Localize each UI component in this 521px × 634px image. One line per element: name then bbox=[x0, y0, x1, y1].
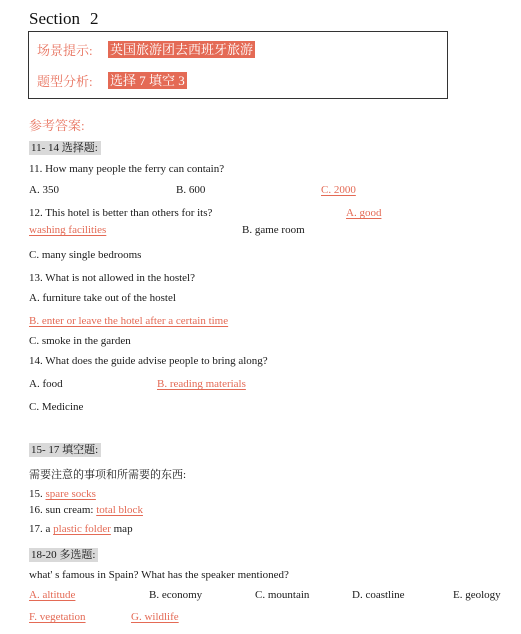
q16-prefix: 16. sun cream: bbox=[29, 504, 94, 516]
section-label: Section bbox=[29, 9, 80, 28]
q11-option-a: A. 350 bbox=[29, 184, 59, 196]
type-value-wrap bbox=[108, 70, 187, 89]
q11-question: 11. How many people the ferry can contain? bbox=[29, 163, 225, 175]
scene-label: 场景提示: bbox=[37, 43, 93, 58]
part1-tag: 11- 14 选择题: bbox=[29, 141, 101, 155]
part3-option-f: F. vegetation bbox=[29, 611, 86, 623]
q11-option-c: C. 2000 bbox=[321, 184, 356, 196]
q12-question: 12. This hotel is better than others for its? bbox=[29, 207, 213, 219]
scene-value: 英国旅游团去西班牙旅游 bbox=[110, 42, 254, 57]
part3-option-g-wrap bbox=[131, 611, 179, 623]
answers-heading: 参考答案: bbox=[29, 118, 85, 133]
type-label: 题型分析: bbox=[37, 74, 93, 89]
part3-option-e: E. geology bbox=[453, 589, 501, 601]
q12-answer-part1-wrap bbox=[346, 207, 381, 219]
q15-prefix: 15. bbox=[29, 488, 43, 500]
part3-option-f-wrap bbox=[29, 611, 86, 623]
q13-option-b: B. enter or leave the hotel after a certain time bbox=[29, 315, 229, 327]
q12-answer-part2-wrap bbox=[29, 224, 106, 236]
part3-tag: 18-20 多选题: bbox=[29, 548, 98, 562]
q13-option-c: C. smoke in the garden bbox=[29, 335, 131, 347]
part2-tag: 15- 17 填空题: bbox=[29, 443, 101, 457]
q15-line bbox=[29, 488, 96, 500]
q17-answer: plastic folder bbox=[53, 523, 111, 535]
part3-option-g: G. wildlife bbox=[131, 611, 179, 623]
q13-option-a: A. furniture take out of the hostel bbox=[29, 292, 176, 304]
section-number: 2 bbox=[90, 9, 99, 28]
part3-option-d: D. coastline bbox=[352, 589, 405, 601]
q15-answer: spare socks bbox=[45, 488, 96, 500]
q11-answer-wrap bbox=[321, 184, 361, 196]
part2-tag-wrap bbox=[29, 441, 101, 457]
scene-row bbox=[37, 40, 93, 59]
q14-option-b: B. reading materials bbox=[157, 378, 246, 390]
q12-option-a-part2: washing facilities bbox=[29, 224, 107, 236]
q14-answer-wrap bbox=[157, 378, 249, 390]
q12-option-b: B. game room bbox=[242, 224, 305, 236]
q11-option-b: B. 600 bbox=[176, 184, 206, 196]
q17-prefix: 17. a bbox=[29, 523, 51, 535]
q16-line bbox=[29, 504, 143, 516]
part3-question: what' s famous in Spain? What has the speaker mentioned? bbox=[29, 569, 289, 581]
type-row bbox=[37, 71, 93, 90]
q13-question: 13. What is not allowed in the hostel? bbox=[29, 272, 195, 284]
q16-answer: total block bbox=[96, 504, 143, 516]
part2-intro: 需要注意的事项和所需要的东西: bbox=[29, 469, 187, 481]
part1-tag-wrap bbox=[29, 139, 101, 155]
part3-option-b: B. economy bbox=[149, 589, 203, 601]
q14-question: 14. What does the guide advise people to bring along? bbox=[29, 355, 268, 367]
q12-option-c: C. many single bedrooms bbox=[29, 249, 142, 261]
scene-value-wrap bbox=[108, 39, 255, 58]
type-value: 选择 7 填空 3 bbox=[110, 73, 185, 88]
q14-option-c: C. Medicine bbox=[29, 401, 84, 413]
q13-answer-wrap bbox=[29, 315, 228, 327]
part3-option-c: C. mountain bbox=[255, 589, 310, 601]
q17-line bbox=[29, 523, 133, 535]
section-title bbox=[29, 9, 99, 29]
q17-suffix: map bbox=[113, 523, 133, 535]
part3-tag-wrap bbox=[29, 546, 98, 562]
q12-option-a-part1: A. good bbox=[346, 207, 382, 219]
q14-option-a: A. food bbox=[29, 378, 63, 390]
part3-option-a: A. altitude bbox=[29, 589, 76, 601]
part3-option-a-wrap bbox=[29, 589, 75, 601]
